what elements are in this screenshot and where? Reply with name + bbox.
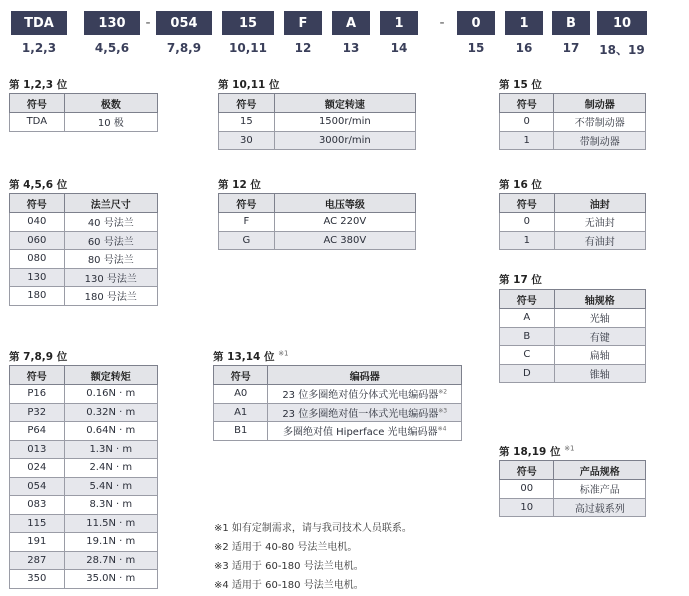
cell-value [64, 440, 157, 459]
cell-value [554, 309, 645, 328]
code-position-label: 1,2,3 [21, 41, 57, 55]
cell-value [274, 231, 415, 250]
cell-value [268, 422, 462, 441]
cell-symbol: TDA [10, 113, 65, 132]
table-rated-speed [218, 93, 416, 150]
table-row [219, 213, 416, 232]
footnote-mark: ※4 [437, 425, 447, 433]
code-position-label: 15 [467, 41, 485, 55]
cell-value [554, 131, 646, 150]
code-position-label: 13 [342, 41, 360, 55]
column-header-symbol: 符号 [219, 94, 275, 113]
cell-symbol: 080 [10, 250, 65, 269]
column-header-symbol: 符号 [500, 94, 554, 113]
cell-symbol: 130 [10, 268, 65, 287]
table-row [500, 131, 646, 150]
cell-value [554, 364, 645, 383]
cell-symbol: 083 [10, 496, 65, 515]
cell-value-text: 8.3N · m [89, 499, 133, 511]
cell-value-text: 40 号法兰 [87, 218, 134, 230]
code-dash: - [439, 15, 445, 31]
table-header-row [219, 94, 416, 113]
code-box-15: 0 [457, 11, 495, 35]
code-box-1-3: TDA [11, 11, 67, 35]
cell-value [64, 403, 157, 422]
code-position-label: 12 [294, 41, 312, 55]
section-title-7-9: 第 7,8,9 位 [9, 351, 68, 363]
section-title-12: 第 12 位 [218, 179, 261, 191]
cell-value [268, 403, 462, 422]
table-row [500, 364, 646, 383]
cell-value-text: 带制动器 [579, 136, 620, 148]
footnote-3: ※3 适用于 60-180 号法兰电机。 [214, 561, 364, 572]
cell-value-text: 23 位多圈绝对值分体式光电编码器 [282, 390, 439, 402]
cell-symbol: 350 [10, 570, 65, 589]
cell-symbol: 10 [500, 498, 554, 517]
table-voltage [218, 193, 416, 250]
cell-value-text: 有键 [589, 332, 610, 344]
cell-value-text: 10 极 [97, 118, 124, 130]
table-row [500, 213, 646, 232]
cell-symbol: 287 [10, 551, 65, 570]
table-header-row [214, 366, 462, 385]
cell-value [64, 551, 157, 570]
cell-value-text: 0.16N · m [86, 388, 136, 400]
code-box-18-19: 10 [597, 11, 647, 35]
footnote-mark: ※1 [278, 349, 289, 358]
section-title-1-3: 第 1,2,3 位 [9, 79, 68, 91]
table-header-row [500, 194, 646, 213]
cell-symbol: P16 [10, 385, 65, 404]
code-position-label: 4,5,6 [94, 41, 130, 55]
column-header-value: 制动器 [554, 94, 646, 113]
column-header-symbol: 符号 [10, 366, 65, 385]
cell-value [64, 113, 157, 132]
cell-value [554, 346, 645, 365]
table-row [219, 113, 416, 132]
cell-value [268, 385, 462, 404]
cell-symbol: 013 [10, 440, 65, 459]
cell-value-text: 2.4N · m [89, 462, 133, 474]
cell-value [554, 213, 645, 232]
table-encoder [213, 365, 462, 441]
column-header-value: 法兰尺寸 [64, 194, 157, 213]
table-row [10, 551, 158, 570]
cell-value [64, 496, 157, 515]
table-row [10, 496, 158, 515]
cell-value [554, 480, 646, 499]
cell-symbol: D [500, 364, 555, 383]
cell-symbol: 1 [500, 131, 554, 150]
table-row [10, 440, 158, 459]
column-header-value: 额定转矩 [64, 366, 157, 385]
cell-symbol: 024 [10, 459, 65, 478]
cell-value-text: 3000r/min [318, 134, 371, 146]
table-row [219, 131, 416, 150]
cell-value-text: 19.1N · m [86, 536, 136, 548]
table-header-row [10, 94, 158, 113]
table-header-row [10, 366, 158, 385]
cell-value [64, 422, 157, 441]
cell-symbol: F [219, 213, 275, 232]
code-position-label: 7,8,9 [166, 41, 202, 55]
code-box-16: 1 [505, 11, 543, 35]
cell-symbol: 060 [10, 231, 65, 250]
cell-value-text: 180 号法兰 [84, 292, 137, 304]
cell-symbol: P32 [10, 403, 65, 422]
table-row [10, 514, 158, 533]
code-box-4-6: 130 [84, 11, 140, 35]
section-title-18-19: 第 18,19 位 $^{※1}$ [499, 444, 575, 458]
column-header-value: 轴规格 [554, 290, 645, 309]
cell-symbol: A1 [214, 403, 268, 422]
cell-value [64, 533, 157, 552]
table-row [10, 570, 158, 589]
table-row [10, 287, 158, 306]
cell-value [64, 514, 157, 533]
cell-value-text: 不带制动器 [574, 118, 625, 130]
table-product-spec [499, 460, 646, 517]
cell-symbol: 1 [500, 231, 555, 250]
cell-value [554, 113, 646, 132]
cell-value-text: 35.0N · m [86, 573, 136, 585]
cell-symbol: 054 [10, 477, 65, 496]
cell-symbol: 115 [10, 514, 65, 533]
column-header-value: 额定转速 [274, 94, 415, 113]
cell-symbol: 00 [500, 480, 554, 499]
table-header-row [10, 194, 158, 213]
cell-value-text: 11.5N · m [86, 517, 136, 529]
cell-value [64, 570, 157, 589]
cell-value [64, 459, 157, 478]
cell-value-text: 标准产品 [579, 485, 620, 497]
cell-symbol: 180 [10, 287, 65, 306]
cell-value-text: 1.3N · m [89, 443, 133, 455]
table-row [219, 231, 416, 250]
code-position-label: 16 [515, 41, 533, 55]
code-position-label: 17 [562, 41, 580, 55]
cell-value [554, 231, 645, 250]
code-box-14: 1 [380, 11, 418, 35]
column-header-symbol: 符号 [500, 290, 555, 309]
cell-value-text: 0.64N · m [86, 425, 136, 437]
table-row [10, 477, 158, 496]
code-box-10-11: 15 [222, 11, 274, 35]
table-row [10, 422, 158, 441]
table-header-row [219, 194, 416, 213]
footnote-mark: ※3 [438, 407, 448, 415]
table-row [500, 346, 646, 365]
column-header-value: 产品规格 [554, 461, 646, 480]
code-box-13: A [332, 11, 370, 35]
table-header-row [500, 461, 646, 480]
code-position-label: 10,11 [229, 41, 267, 55]
column-header-value: 编码器 [268, 366, 462, 385]
table-flange-size [9, 193, 158, 306]
column-header-symbol: 符号 [500, 461, 554, 480]
table-row [500, 309, 646, 328]
table-header-row [500, 94, 646, 113]
table-row [500, 231, 646, 250]
table-row [10, 385, 158, 404]
cell-value-text: 锥轴 [589, 369, 610, 381]
cell-value [64, 268, 157, 287]
section-title-4-6: 第 4,5,6 位 [9, 179, 68, 191]
column-header-value: 油封 [554, 194, 645, 213]
cell-value-text: 28.7N · m [86, 554, 136, 566]
cell-value [64, 231, 157, 250]
cell-symbol: A [500, 309, 555, 328]
cell-value-text: 1500r/min [318, 116, 371, 128]
cell-symbol: P64 [10, 422, 65, 441]
section-title-13-14: 第 13,14 位 $^{※1}$ [213, 349, 289, 363]
cell-value-text: 有油封 [584, 236, 615, 248]
table-row [10, 403, 158, 422]
table-row [500, 498, 646, 517]
cell-value-text: 高过载系列 [574, 503, 625, 515]
section-title-15: 第 15 位 [499, 79, 542, 91]
table-row [10, 250, 158, 269]
cell-value [64, 477, 157, 496]
table-row [10, 213, 158, 232]
table-shaft-type [499, 289, 646, 383]
cell-symbol: 30 [219, 131, 275, 150]
table-row [214, 385, 462, 404]
table-pole-count [9, 93, 158, 132]
column-header-value: 极数 [64, 94, 157, 113]
cell-value [554, 327, 645, 346]
cell-value-text: 0.32N · m [86, 406, 136, 418]
cell-value [274, 113, 415, 132]
table-row [10, 231, 158, 250]
table-row [10, 113, 158, 132]
table-row [10, 459, 158, 478]
cell-value-text: 光轴 [589, 314, 610, 326]
cell-value-text: 无油封 [584, 218, 615, 230]
code-dash: - [145, 15, 151, 31]
cell-symbol: C [500, 346, 555, 365]
cell-value-text: 60 号法兰 [87, 236, 134, 248]
footnote-mark: ※2 [438, 388, 448, 396]
cell-value [64, 250, 157, 269]
column-header-symbol: 符号 [219, 194, 275, 213]
cell-value-text: 80 号法兰 [87, 255, 134, 267]
cell-symbol: A0 [214, 385, 268, 404]
table-rated-torque [9, 365, 158, 589]
table-row [500, 113, 646, 132]
cell-value-text: 23 位多圈绝对值一体式光电编码器 [282, 408, 439, 420]
footnote-4: ※4 适用于 60-180 号法兰电机。 [214, 580, 364, 591]
cell-value-text: 130 号法兰 [84, 273, 137, 285]
table-row [10, 268, 158, 287]
column-header-symbol: 符号 [500, 194, 555, 213]
cell-symbol: B [500, 327, 555, 346]
cell-value [64, 287, 157, 306]
table-row [214, 422, 462, 441]
cell-symbol: G [219, 231, 275, 250]
cell-symbol: 040 [10, 213, 65, 232]
cell-symbol: 0 [500, 113, 554, 132]
cell-symbol: B1 [214, 422, 268, 441]
footnote-mark: ※1 [564, 444, 575, 453]
cell-value [64, 213, 157, 232]
code-position-label: 18、19 [599, 43, 645, 57]
table-header-row [500, 290, 646, 309]
cell-symbol: 0 [500, 213, 555, 232]
cell-value-text: 5.4N · m [89, 480, 133, 492]
code-box-7-9: 054 [156, 11, 212, 35]
column-header-symbol: 符号 [10, 94, 65, 113]
cell-value [274, 213, 415, 232]
cell-symbol: 15 [219, 113, 275, 132]
code-box-17: B [552, 11, 590, 35]
section-title-16: 第 16 位 [499, 179, 542, 191]
table-row [10, 533, 158, 552]
code-box-12: F [284, 11, 322, 35]
cell-value-text: 扁轴 [589, 351, 610, 363]
table-row [214, 403, 462, 422]
table-row [500, 480, 646, 499]
cell-symbol: 191 [10, 533, 65, 552]
table-brake [499, 93, 646, 150]
section-title-10-11: 第 10,11 位 [218, 79, 280, 91]
table-row [500, 327, 646, 346]
footnote-1: ※1 如有定制需求，请与我司技术人员联系。 [214, 523, 412, 534]
cell-value [64, 385, 157, 404]
table-oil-seal [499, 193, 646, 250]
cell-value-text: AC 220V [323, 216, 367, 228]
section-title-17: 第 17 位 [499, 274, 542, 286]
column-header-symbol: 符号 [214, 366, 268, 385]
cell-value-text: 多圈绝对值 Hiperface 光电编码器 [282, 427, 438, 439]
code-position-label: 14 [390, 41, 408, 55]
cell-value-text: AC 380V [323, 234, 367, 246]
column-header-symbol: 符号 [10, 194, 65, 213]
cell-value [274, 131, 415, 150]
cell-value [554, 498, 646, 517]
column-header-value: 电压等级 [274, 194, 415, 213]
footnote-2: ※2 适用于 40-80 号法兰电机。 [214, 542, 358, 553]
